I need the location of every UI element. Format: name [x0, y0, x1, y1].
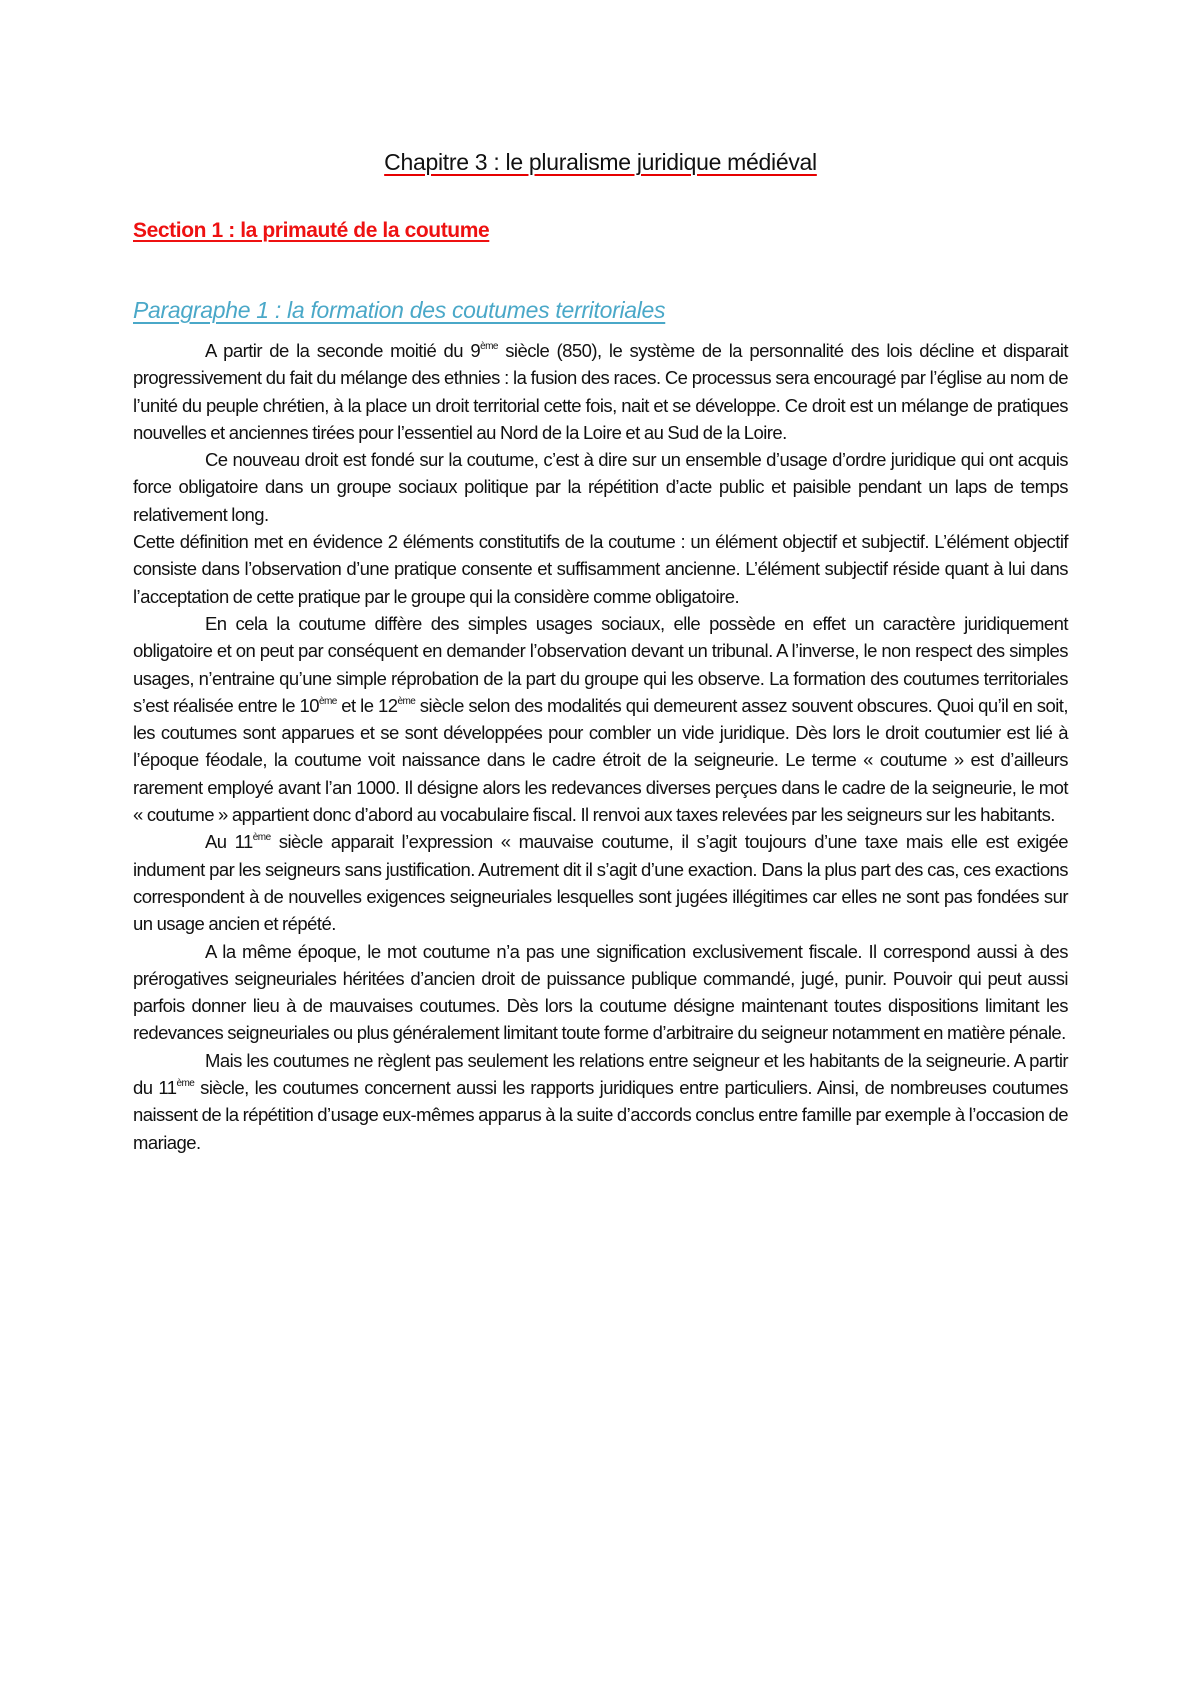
text-run: Mais les coutumes ne règlent pas seulement les relations entre seigneur et les habitants de la seigneurie. A partir du 11	[133, 1049, 1068, 1099]
text-run: siècle apparait l’expression « mauvaise coutume, il s’agit toujours d’une taxe mais elle est exigée indument par les seigneurs sans justification. Autrement dit il s’agit d’une exaction. Dans la plus part des cas, ces exactions correspondent à de nouvelles exigences seigneuriales lesquelles sont jugées illégitimes car elles ne sont pas fondées sur un usage ancien et répété.	[133, 831, 1068, 935]
text-run: et le 12	[336, 694, 398, 716]
body-paragraph	[133, 528, 1068, 610]
text-run: siècle selon des modalités qui demeurent assez souvent obscures. Quoi qu’il en soit, les coutumes sont apparues et se sont développées pour combler un vide juridique. Dès lors le droit coutumier est lié à l’époque féodale, la coutume voit naissance dans le cadre étroit de la seigneurie. Le terme « coutume » est d’ailleurs rarement employé avant l’an 1000. Il désigne alors les redevances diverses perçues dans le cadre de la seigneurie, le mot « coutume » appartient donc d’abord au vocabulaire fiscal. Il renvoi aux taxes relevées par les seigneurs sur les habitants.	[133, 694, 1068, 826]
superscript: ème	[480, 341, 498, 352]
body-paragraph	[133, 610, 1068, 828]
body-paragraph	[133, 828, 1068, 937]
body-paragraph	[133, 1047, 1068, 1156]
text-run: Cette définition met en évidence 2 éléments constitutifs de la coutume : un élément objectif et subjectif. L’élément objectif consiste dans l’observation d’une pratique consente et suffisamment ancienne. L’élément subjectif réside quant à lui dans l’acceptation de cette pratique par le groupe qui la considère comme obligatoire.	[133, 531, 1068, 607]
superscript: ème	[252, 832, 271, 844]
body-paragraph	[133, 938, 1068, 1047]
text-run: Ce nouveau droit est fondé sur la coutume, c’est à dire sur un ensemble d’usage d’ordre juridique qui ont acquis force obligatoire dans un groupe sociaux politique par la répétition d’acte public et paisible pendant un laps de temps relativement long.	[133, 449, 1068, 525]
text-run: En cela la coutume diffère des simples usages sociaux, elle possède en effet un caractère juridiquement obligatoire et on peut par conséquent en demander l’observation devant un tribunal. A l’inverse, le non respect des simples usages, n’entraine qu’une simple réprobation de la part du groupe qui les observe. La formation des coutumes territoriales s’est réalisée entre le 10	[133, 612, 1068, 716]
text-run: siècle (850), le système de la personnalité des lois décline et disparait progressivement du fait du mélange des ethnies : la fusion des races. Ce processus sera encouragé par l’église au nom de l’unité du peuple chrétien, à la place un droit territorial cette fois, nait et se développe. Ce droit est un mélange de pratiques nouvelles et anciennes tirées pour l’essentiel au Nord de la Loire et au Sud de la Loire.	[133, 340, 1069, 443]
text-run: siècle, les coutumes concernent aussi les rapports juridiques entre particuliers. Ainsi, de nombreuses coutumes naissent de la répétition d’usage eux-mêmes apparus à la suite d’accords conclus entre famille par exemple à l’occasion de mariage.	[133, 1077, 1068, 1153]
body-paragraph	[133, 337, 1068, 446]
section-title: Section 1 : la primauté de la coutume	[133, 219, 490, 242]
body-text	[133, 337, 1068, 1156]
paragraph-title: Paragraphe 1 : la formation des coutumes territoriales	[133, 297, 666, 323]
text-run: A partir de la seconde moitié du 9	[205, 340, 481, 361]
chapter-title	[133, 148, 1068, 176]
chapter-title-text: Chapitre 3 : le pluralisme juridique médiéval	[384, 149, 817, 175]
text-run: Au 11	[205, 831, 253, 853]
superscript: ème	[318, 695, 337, 707]
superscript: ème	[397, 695, 416, 707]
text-run: A la même époque, le mot coutume n’a pas une signification exclusivement fiscale. Il correspond aussi à des prérogatives seigneuriales héritées d’ancien droit de puissance publique commandé, jugé, punir. Pouvoir qui peut aussi parfois donner lieu à de mauvaises coutumes. Dès lors la coutume désigne maintenant toutes dispositions limitant les redevances seigneuriales ou plus généralement limitant toute forme d’arbitraire du seigneur notamment en matière pénale.	[133, 940, 1068, 1044]
superscript: ème	[176, 1078, 195, 1090]
body-paragraph	[133, 446, 1068, 528]
